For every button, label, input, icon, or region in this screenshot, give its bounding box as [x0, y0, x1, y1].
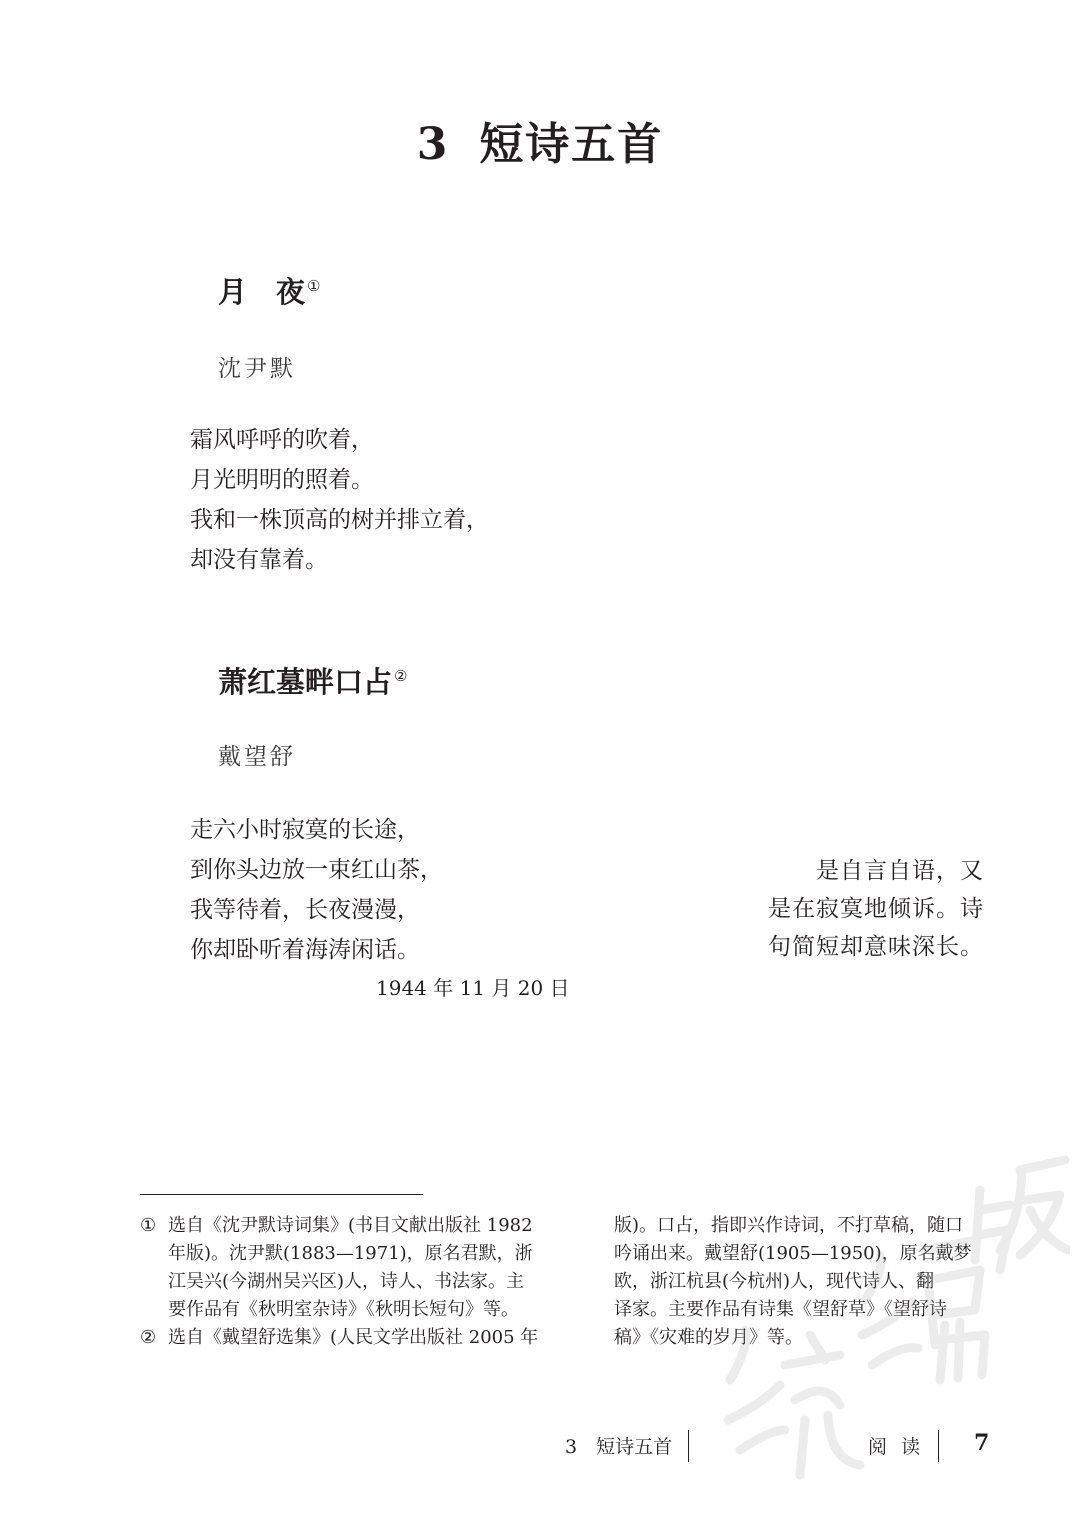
section-label: 阅 读	[868, 1436, 925, 1458]
poem-title-2	[218, 660, 407, 701]
footnotes-left-column	[140, 1212, 538, 1352]
poem-title-1	[218, 270, 320, 311]
page-title	[0, 108, 1080, 172]
footer-divider	[688, 1430, 689, 1462]
poem-body-2	[190, 810, 443, 970]
footnote-line	[140, 1212, 538, 1240]
footnote-text: 年版)。沈尹默(1883—1971)，原名君默，浙	[168, 1243, 533, 1264]
footnote-text: 选自《戴望舒选集》(人民文学出版社 2005 年	[168, 1327, 539, 1348]
footnote-divider	[140, 1194, 423, 1195]
running-title: 3 短诗五首	[565, 1436, 673, 1458]
footnote-ref-2[interactable]: ②	[394, 667, 408, 686]
footnote-text: 江吴兴(今湖州吴兴区)人，诗人、书法家。主	[168, 1271, 525, 1292]
footnote-mark: ①	[140, 1215, 157, 1236]
footnote-line	[140, 1296, 538, 1324]
poem-author-2: 戴望舒	[218, 744, 296, 770]
footnote-line: 欧，浙江杭县(今杭州)人，现代诗人、翻	[614, 1271, 935, 1292]
poem-line: 霜风呼呼的吹着，	[190, 427, 374, 453]
poem-title-1-text: 月 夜	[218, 275, 306, 309]
page-number: 7	[974, 1430, 990, 1456]
poem-line: 却没有靠着。	[190, 547, 328, 573]
poem-line: 你却卧听着海涛闲话。	[190, 937, 420, 963]
footnote-text: 选自《沈尹默诗词集》(书目文献出版社 1982	[168, 1215, 533, 1236]
poem-body-1	[190, 420, 489, 580]
poem-line: 我和一株顶高的树并排立着，	[190, 507, 489, 533]
side-annotation	[768, 852, 984, 966]
footnote-line	[140, 1240, 538, 1268]
footnote-line: 稿》《灾难的岁月》等。	[614, 1327, 803, 1348]
footnote-line: 版)。口占，指即兴作诗词，不打草稿，随口	[614, 1215, 964, 1236]
footnote-line	[140, 1268, 538, 1296]
poem-line: 我等待着，长夜漫漫，	[190, 897, 420, 923]
side-annotation-line: 是自言自语，又	[816, 858, 984, 884]
chapter-title: 短诗五首	[479, 119, 664, 170]
poem-line: 到你头边放一束红山茶，	[190, 857, 443, 883]
poem-date: 1944 年 11 月 20 日	[376, 976, 570, 1000]
footnote-ref-1[interactable]: ①	[307, 277, 321, 296]
side-annotation-line: 句简短却意味深长。	[768, 934, 984, 960]
footnote-line: 吟诵出来。戴望舒(1905—1950)，原名戴梦	[614, 1243, 972, 1264]
poem-line: 月光明明的照着。	[190, 467, 374, 493]
chapter-number: 3	[416, 119, 450, 170]
footnote-line	[140, 1324, 538, 1352]
footnote-mark: ②	[140, 1327, 157, 1348]
side-annotation-line: 是在寂寞地倾诉。诗	[768, 896, 984, 922]
footnote-line: 译家。主要作品有诗集《望舒草》《望舒诗	[614, 1299, 947, 1320]
poem-line: 走六小时寂寞的长途，	[190, 817, 420, 843]
footnote-text: 要作品有《秋明室杂诗》《秋明长短句》等。	[168, 1299, 519, 1320]
poem-title-2-text: 萧红墓畔口占	[218, 665, 393, 699]
footer-divider	[938, 1430, 939, 1462]
poem-author-1: 沈尹默	[218, 356, 296, 382]
